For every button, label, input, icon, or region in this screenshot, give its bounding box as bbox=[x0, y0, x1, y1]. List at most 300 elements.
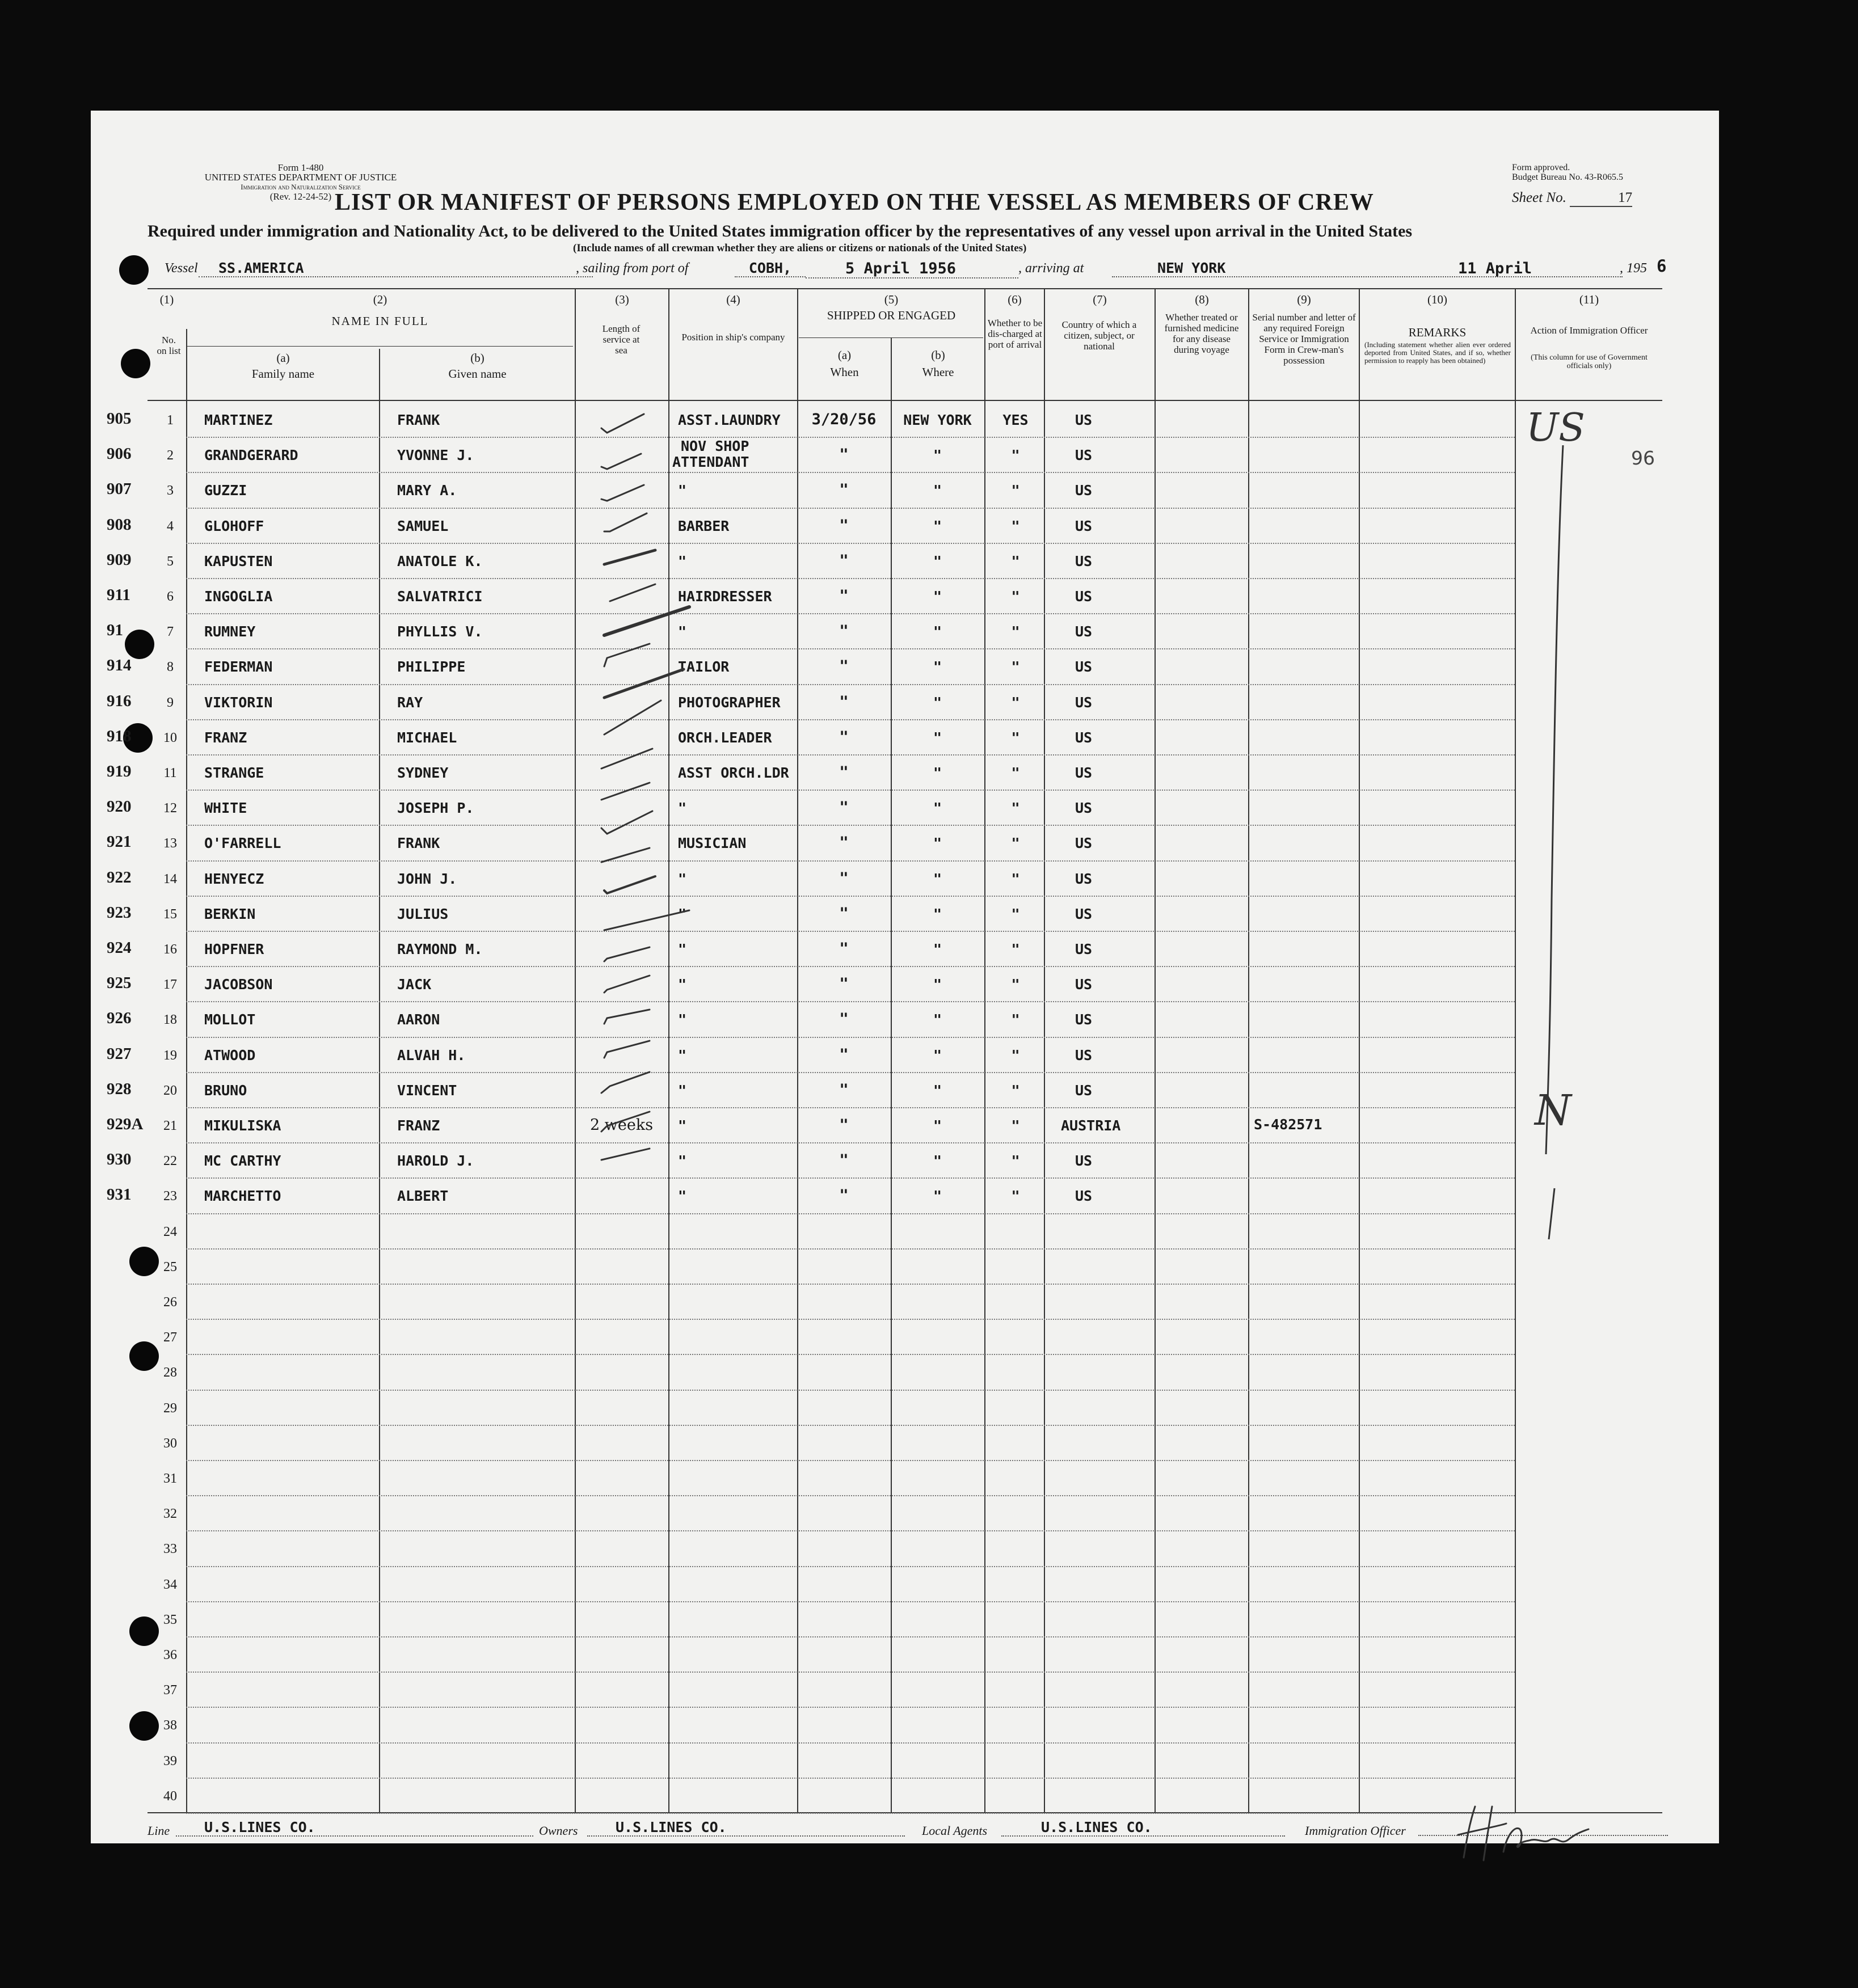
margin-line-number: 908 bbox=[107, 516, 132, 534]
row-rule bbox=[186, 1425, 1515, 1426]
country: US bbox=[1075, 623, 1093, 640]
table-row bbox=[91, 578, 1719, 613]
header-bottom-border bbox=[148, 400, 1662, 401]
department: UNITED STATES DEPARTMENT OF JUSTICE bbox=[204, 172, 397, 183]
col2a-header: Family name bbox=[251, 367, 315, 381]
given-name: HAROLD J. bbox=[397, 1153, 474, 1169]
list-number: 25 bbox=[163, 1260, 177, 1274]
discharge: " bbox=[1011, 447, 1020, 463]
revision: (Rev. 12-24-52) bbox=[269, 191, 332, 202]
margin-line-number: 905 bbox=[107, 410, 132, 428]
list-number: 27 bbox=[163, 1330, 177, 1345]
punch-hole bbox=[121, 349, 150, 378]
position: " bbox=[678, 1153, 687, 1169]
margin-line-number: 922 bbox=[107, 868, 132, 887]
family-name: JACOBSON bbox=[204, 976, 273, 993]
country: US bbox=[1075, 1047, 1093, 1063]
shipped-where: " bbox=[933, 871, 942, 887]
discharge: " bbox=[1011, 1082, 1020, 1099]
position: " bbox=[678, 482, 687, 499]
discharge: " bbox=[1011, 906, 1020, 922]
country: US bbox=[1075, 1082, 1093, 1099]
shipped-when: " bbox=[839, 1010, 849, 1028]
margin-line-number: 919 bbox=[107, 762, 132, 780]
shipped-where: " bbox=[933, 694, 942, 711]
given-name: SALVATRICI bbox=[397, 588, 483, 605]
table-row bbox=[91, 825, 1719, 860]
row-rule bbox=[186, 1813, 1515, 1814]
table-row bbox=[91, 790, 1719, 825]
discharge: " bbox=[1011, 765, 1020, 781]
page-title: LIST OR MANIFEST OF PERSONS EMPLOYED ON THE VESSEL AS MEMBERS OF CREW bbox=[335, 189, 1374, 216]
margin-line-number: 929A bbox=[107, 1115, 144, 1133]
list-number: 4 bbox=[167, 519, 174, 534]
col11-header: Action of Immigration Officer bbox=[1530, 325, 1648, 336]
position: TAILOR bbox=[678, 659, 730, 675]
margin-line-number: 923 bbox=[107, 904, 132, 922]
given-name: RAYMOND M. bbox=[397, 941, 483, 957]
row-rule bbox=[186, 1672, 1515, 1673]
row-rule bbox=[186, 1601, 1515, 1603]
row-rule bbox=[186, 1495, 1515, 1497]
punch-hole bbox=[129, 1711, 159, 1741]
manifest-page bbox=[91, 111, 1719, 1843]
list-number: 15 bbox=[163, 907, 177, 922]
col9-header: Serial number and letter of any required Foreign Service or Immigration Form in Crew-man's possession bbox=[1252, 312, 1356, 366]
discharge: " bbox=[1011, 976, 1020, 993]
col8-number: (8) bbox=[1195, 293, 1209, 306]
margin-line-number: 907 bbox=[107, 480, 132, 498]
list-number: 24 bbox=[163, 1225, 177, 1239]
margin-line-number: 926 bbox=[107, 1009, 132, 1027]
list-number: 20 bbox=[163, 1083, 177, 1098]
list-number: 36 bbox=[163, 1648, 177, 1662]
shipped-where: " bbox=[933, 729, 942, 746]
list-number: 23 bbox=[163, 1189, 177, 1204]
position: ASST.LAUNDRY bbox=[678, 412, 781, 428]
family-name: FEDERMAN bbox=[204, 659, 273, 675]
country: US bbox=[1075, 1011, 1093, 1028]
given-name: AARON bbox=[397, 1011, 440, 1028]
list-number: 2 bbox=[167, 448, 174, 463]
list-number: 33 bbox=[163, 1542, 177, 1556]
list-number: 19 bbox=[163, 1048, 177, 1063]
family-name: KAPUSTEN bbox=[204, 553, 273, 569]
length-of-service: 2 weeks bbox=[590, 1116, 654, 1134]
list-number: 37 bbox=[163, 1683, 177, 1698]
country: US bbox=[1075, 835, 1093, 851]
list-number: 28 bbox=[163, 1365, 177, 1380]
given-name: FRANZ bbox=[397, 1117, 440, 1134]
country: US bbox=[1075, 1153, 1093, 1169]
position: " bbox=[678, 906, 687, 922]
shipped-when: " bbox=[839, 622, 849, 640]
given-name: JULIUS bbox=[397, 906, 449, 922]
col5b-header: Where bbox=[922, 365, 954, 379]
discharge: " bbox=[1011, 482, 1020, 499]
list-number: 13 bbox=[163, 836, 177, 851]
table-row bbox=[91, 754, 1719, 790]
margin-line-number: 906 bbox=[107, 445, 132, 463]
sailing-port: COBH, bbox=[735, 260, 806, 277]
row-rule bbox=[186, 1778, 1515, 1779]
shipped-when: " bbox=[839, 1081, 849, 1099]
given-name: SYDNEY bbox=[397, 765, 449, 781]
country: US bbox=[1075, 447, 1093, 463]
list-number: 16 bbox=[163, 942, 177, 957]
col3-header: Length of service at sea bbox=[602, 323, 641, 356]
table-row bbox=[91, 1001, 1719, 1036]
position: " bbox=[678, 1047, 687, 1063]
footer-officer-label: Immigration Officer bbox=[1305, 1824, 1406, 1838]
given-name: VINCENT bbox=[397, 1082, 457, 1099]
sailing-date: 5 April 1956 bbox=[806, 260, 1018, 278]
shipped-where: " bbox=[933, 835, 942, 851]
arriving-label: , arriving at bbox=[1018, 261, 1084, 276]
list-number: 35 bbox=[163, 1613, 177, 1627]
shipped-when: " bbox=[839, 1151, 849, 1169]
table-row bbox=[91, 508, 1719, 543]
col2-number: (2) bbox=[373, 293, 387, 306]
position: PHOTOGRAPHER bbox=[678, 694, 781, 711]
list-number: 17 bbox=[163, 977, 177, 992]
margin-line-number: 920 bbox=[107, 797, 132, 816]
discharge: " bbox=[1011, 1047, 1020, 1063]
discharge: " bbox=[1011, 659, 1020, 675]
position: " bbox=[678, 871, 687, 887]
given-name: MARY A. bbox=[397, 482, 457, 499]
margin-line-number: 921 bbox=[107, 833, 132, 851]
shipped-when: " bbox=[839, 870, 849, 887]
position: " bbox=[678, 1188, 687, 1204]
discharge: " bbox=[1011, 800, 1020, 816]
country: US bbox=[1075, 694, 1093, 711]
list-number: 39 bbox=[163, 1754, 177, 1768]
position: ATTENDANT bbox=[672, 454, 749, 470]
family-name: BERKIN bbox=[204, 906, 256, 922]
table-row bbox=[91, 543, 1719, 578]
list-number: 10 bbox=[163, 731, 177, 745]
table-row bbox=[91, 684, 1719, 719]
row-rule bbox=[186, 1707, 1515, 1708]
shipped-where: " bbox=[933, 447, 942, 463]
margin-line-number: 911 bbox=[107, 586, 130, 604]
col8-header: Whether treated or furnished medicine for any disease during voyage bbox=[1164, 312, 1239, 355]
shipped-where: " bbox=[933, 482, 942, 499]
footer-agents-label: Local Agents bbox=[922, 1824, 988, 1838]
footer-line-label: Line bbox=[148, 1824, 170, 1838]
col2b-header: Given name bbox=[448, 367, 507, 381]
list-number: 5 bbox=[167, 554, 174, 569]
shipped-when: 3/20/56 bbox=[811, 411, 877, 428]
given-name: FRANK bbox=[397, 412, 440, 428]
col4-number: (4) bbox=[726, 293, 740, 306]
given-name: SAMUEL bbox=[397, 518, 449, 534]
position: ASST ORCH.LDR bbox=[678, 765, 789, 781]
approval-block bbox=[1512, 163, 1623, 182]
shipped-where: " bbox=[933, 941, 942, 957]
list-number: 38 bbox=[163, 1718, 177, 1733]
shipped-where: " bbox=[933, 1047, 942, 1063]
shipped-when: " bbox=[839, 905, 849, 922]
given-name: FRANK bbox=[397, 835, 440, 851]
shipped-when: " bbox=[839, 1187, 849, 1204]
shipped-where: " bbox=[933, 1117, 942, 1134]
year-digit: 6 bbox=[1657, 256, 1667, 276]
col10-subheader: (Including statement whether alien ever ordered deported from United States, and if so, whether permission to reapply has been obtained) bbox=[1364, 340, 1511, 365]
given-name: YVONNE J. bbox=[397, 447, 474, 463]
page-number-handwritten: 96 bbox=[1631, 447, 1655, 469]
form-approved: Form approved. bbox=[1512, 163, 1570, 172]
list-number: 26 bbox=[163, 1295, 177, 1310]
list-number: 12 bbox=[163, 801, 177, 816]
list-number: 6 bbox=[167, 589, 174, 604]
margin-line-number: 91 bbox=[107, 621, 123, 639]
margin-line-number: 924 bbox=[107, 939, 132, 957]
shipped-when: " bbox=[839, 1116, 849, 1134]
col5-number: (5) bbox=[884, 293, 899, 306]
shipped-where: " bbox=[933, 1011, 942, 1028]
position: " bbox=[678, 553, 687, 569]
country: US bbox=[1075, 941, 1093, 957]
col9-number: (9) bbox=[1297, 293, 1311, 306]
discharge: " bbox=[1011, 871, 1020, 887]
table-row bbox=[91, 437, 1719, 472]
table-row bbox=[91, 648, 1719, 683]
country: US bbox=[1075, 976, 1093, 993]
checkmark-icon bbox=[601, 414, 689, 1160]
discharge: " bbox=[1011, 1117, 1020, 1134]
arrival-date: 11 April bbox=[1458, 260, 1532, 277]
shipped-when: " bbox=[839, 446, 849, 463]
discharge: " bbox=[1011, 694, 1020, 711]
given-name: JOHN J. bbox=[397, 871, 457, 887]
list-number: 3 bbox=[167, 483, 174, 498]
list-number: 29 bbox=[163, 1401, 177, 1416]
table-row bbox=[91, 896, 1719, 931]
table-row bbox=[91, 1107, 1719, 1142]
given-name: ANATOLE K. bbox=[397, 553, 483, 569]
col2-header: NAME IN FULL bbox=[331, 314, 429, 328]
table-row bbox=[91, 966, 1719, 1001]
punch-hole bbox=[129, 1616, 159, 1646]
form-number: Form 1-480 bbox=[277, 162, 324, 173]
family-name: WHITE bbox=[204, 800, 247, 816]
year-prefix: , 195 bbox=[1620, 261, 1647, 276]
family-name: O'FARRELL bbox=[204, 835, 281, 851]
given-name: ALBERT bbox=[397, 1188, 449, 1204]
family-name: ATWOOD bbox=[204, 1047, 256, 1063]
col11-subheader: (This column for use of Government officials only) bbox=[1531, 353, 1648, 370]
shipped-where: " bbox=[933, 518, 942, 534]
col11-number: (11) bbox=[1579, 293, 1599, 306]
discharge: " bbox=[1011, 1011, 1020, 1028]
given-name: ALVAH H. bbox=[397, 1047, 466, 1063]
list-number: 8 bbox=[167, 660, 174, 674]
country: US bbox=[1075, 906, 1093, 922]
discharge: " bbox=[1011, 588, 1020, 605]
family-name: MOLLOT bbox=[204, 1011, 256, 1028]
footer-line-value: U.S.LINES CO. bbox=[176, 1819, 533, 1837]
row-rule bbox=[186, 1354, 1515, 1356]
country: US bbox=[1075, 729, 1093, 746]
given-name: JACK bbox=[397, 976, 432, 993]
list-number: 1 bbox=[167, 413, 174, 428]
shipped-when: " bbox=[839, 481, 849, 499]
country: US bbox=[1075, 800, 1093, 816]
shipped-when: " bbox=[839, 693, 849, 711]
col5b-number: (b) bbox=[931, 348, 945, 362]
family-name: INGOGLIA bbox=[204, 588, 273, 605]
vessel-label: Vessel bbox=[165, 261, 198, 276]
list-number: 22 bbox=[163, 1154, 177, 1168]
given-name: RAY bbox=[397, 694, 423, 711]
list-number: 7 bbox=[167, 624, 174, 639]
country: US bbox=[1075, 1188, 1093, 1204]
table-row bbox=[91, 1037, 1719, 1072]
discharge: " bbox=[1011, 1188, 1020, 1204]
margin-line-number: 916 bbox=[107, 692, 132, 710]
discharge: " bbox=[1011, 623, 1020, 640]
family-name: BRUNO bbox=[204, 1082, 247, 1099]
country: US bbox=[1075, 871, 1093, 887]
family-name: HOPFNER bbox=[204, 941, 264, 957]
col10-header: REMARKS bbox=[1408, 326, 1467, 339]
list-number: 32 bbox=[163, 1506, 177, 1521]
family-name: GUZZI bbox=[204, 482, 247, 499]
table-top-border bbox=[148, 288, 1662, 289]
sailing-label: , sailing from port of bbox=[576, 261, 689, 276]
shipped-subheader-line bbox=[799, 337, 983, 338]
form-note: (Include names of all crewman whether they are aliens or citizens or nationals of the United States) bbox=[573, 242, 1027, 254]
margin-line-number: 925 bbox=[107, 974, 132, 992]
shipped-where: " bbox=[933, 906, 942, 922]
country: US bbox=[1075, 482, 1093, 499]
table-row bbox=[91, 472, 1719, 507]
shipped-when: " bbox=[839, 799, 849, 816]
list-number: 18 bbox=[163, 1012, 177, 1027]
country: US bbox=[1075, 659, 1093, 675]
sheet-number-field bbox=[1512, 190, 1632, 207]
family-name: MIKULISKA bbox=[204, 1117, 281, 1134]
list-number: 34 bbox=[163, 1577, 177, 1592]
col4-header: Position in ship's company bbox=[681, 332, 785, 343]
col2b-number: (b) bbox=[470, 351, 484, 365]
family-name: VIKTORIN bbox=[204, 694, 273, 711]
col1-number: (1) bbox=[159, 293, 174, 306]
given-name: PHILIPPE bbox=[397, 659, 466, 675]
discharge: " bbox=[1011, 1153, 1020, 1169]
margin-line-number: 927 bbox=[107, 1045, 132, 1063]
list-number: 40 bbox=[163, 1789, 177, 1804]
row-rule bbox=[186, 1636, 1515, 1638]
shipped-where: " bbox=[933, 623, 942, 640]
officer-mark-us: US bbox=[1526, 406, 1585, 450]
shipped-where: " bbox=[933, 1082, 942, 1099]
footer-owners-label: Owners bbox=[539, 1824, 578, 1838]
col5a-header: When bbox=[830, 365, 859, 379]
table-row bbox=[91, 719, 1719, 754]
shipped-when: " bbox=[839, 940, 849, 957]
country: US bbox=[1075, 518, 1093, 534]
row-rule bbox=[186, 1319, 1515, 1320]
list-number: 9 bbox=[167, 695, 174, 710]
footer-owners-value: U.S.LINES CO. bbox=[587, 1819, 905, 1837]
row-rule bbox=[186, 1213, 1515, 1215]
shipped-where: " bbox=[933, 800, 942, 816]
given-name: PHYLLIS V. bbox=[397, 623, 483, 640]
officer-signature bbox=[1452, 1789, 1600, 1869]
table-row bbox=[91, 931, 1719, 966]
discharge: " bbox=[1011, 729, 1020, 746]
punch-hole bbox=[129, 1341, 159, 1371]
shipped-when: " bbox=[839, 975, 849, 993]
col3-number: (3) bbox=[615, 293, 629, 306]
position: " bbox=[678, 623, 687, 640]
row-rule bbox=[186, 1460, 1515, 1462]
discharge: YES bbox=[1002, 412, 1029, 428]
shipped-when: " bbox=[839, 517, 849, 534]
row-rule bbox=[186, 1566, 1515, 1568]
margin-line-number: 930 bbox=[107, 1150, 132, 1168]
family-name: GLOHOFF bbox=[204, 518, 264, 534]
family-name: MARTINEZ bbox=[204, 412, 273, 428]
shipped-where: " bbox=[933, 553, 942, 569]
position: NOV SHOP bbox=[681, 438, 749, 454]
country: US bbox=[1075, 553, 1093, 569]
discharge: " bbox=[1011, 518, 1020, 534]
list-number: 14 bbox=[163, 872, 177, 887]
punch-hole bbox=[129, 1247, 159, 1276]
sheet-label: Sheet No. bbox=[1512, 190, 1566, 205]
table-row bbox=[91, 613, 1719, 648]
footer-agents-value: U.S.LINES CO. bbox=[1001, 1819, 1285, 1837]
country: AUSTRIA bbox=[1061, 1117, 1121, 1134]
col10-number: (10) bbox=[1427, 293, 1447, 306]
shipped-when: " bbox=[839, 657, 849, 675]
margin-line-number: 931 bbox=[107, 1185, 132, 1204]
country: US bbox=[1075, 765, 1093, 781]
budget-bureau: Budget Bureau No. 43-R065.5 bbox=[1512, 172, 1623, 182]
position: ORCH.LEADER bbox=[678, 729, 772, 746]
form-subtitle: Required under immigration and Nationality Act, to be delivered to the United States immigration officer by the representatives of any vessel upon arrival in the United States bbox=[148, 222, 1413, 240]
shipped-where: " bbox=[933, 659, 942, 675]
family-name: FRANZ bbox=[204, 729, 247, 746]
vessel-name: SS.AMERICA bbox=[199, 260, 593, 277]
given-name: MICHAEL bbox=[397, 729, 457, 746]
col5a-number: (a) bbox=[837, 348, 852, 362]
list-number: 11 bbox=[163, 766, 177, 780]
position: " bbox=[678, 1117, 687, 1134]
row-rule bbox=[186, 1530, 1515, 1532]
table-row bbox=[91, 1142, 1719, 1177]
margin-line-number: 928 bbox=[107, 1080, 132, 1098]
table-row bbox=[91, 860, 1719, 896]
arrival-port: NEW YORK bbox=[1112, 260, 1623, 277]
row-rule bbox=[186, 1390, 1515, 1391]
checkmarks-overlay bbox=[576, 400, 780, 1330]
serial-number: S-482571 bbox=[1254, 1116, 1322, 1133]
family-name: MARCHETTO bbox=[204, 1188, 281, 1204]
shipped-when: " bbox=[839, 728, 849, 746]
position: HAIRDRESSER bbox=[678, 588, 772, 605]
shipped-when: " bbox=[839, 763, 849, 781]
col6-number: (6) bbox=[1008, 293, 1022, 306]
name-subheader-line bbox=[187, 346, 573, 347]
col5-header: SHIPPED OR ENGAGED bbox=[827, 309, 956, 322]
position: " bbox=[678, 800, 687, 816]
discharge: " bbox=[1011, 835, 1020, 851]
